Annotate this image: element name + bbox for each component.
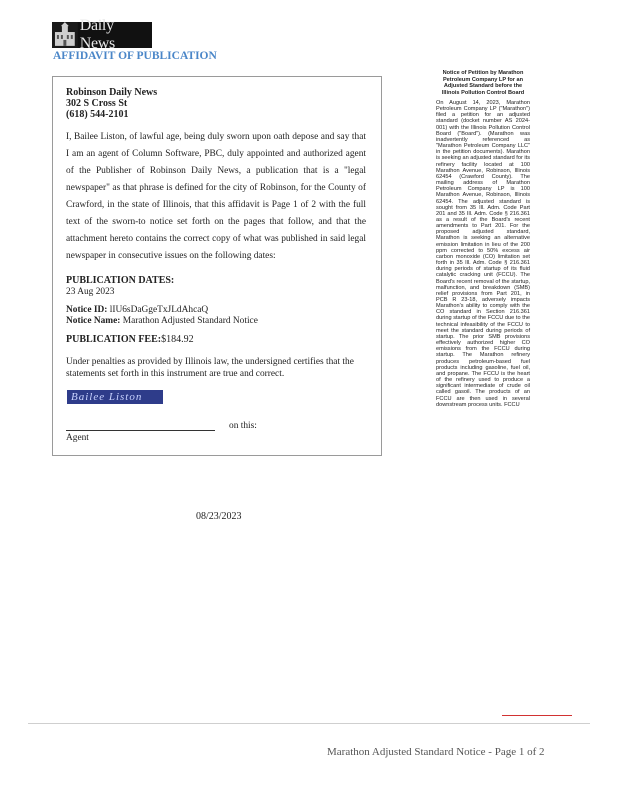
signature-line — [66, 430, 215, 431]
publisher-address: 302 S Cross St — [66, 98, 128, 109]
fee-value: $184.92 — [161, 334, 194, 345]
red-divider — [502, 715, 572, 716]
building-icon — [52, 22, 78, 48]
notice-id-value: lIU6sDaGgeTxJLdAhcaQ — [109, 305, 209, 315]
publication-dates-value: 23 Aug 2023 — [66, 287, 115, 297]
document-title: AFFIDAVIT OF PUBLICATION — [53, 50, 217, 62]
footer-rule — [28, 723, 590, 724]
fee-label: PUBLICATION FEE: — [66, 334, 162, 345]
page-footer: Marathon Adjusted Standard Notice - Page 1 of 2 — [327, 746, 545, 758]
affidavit-statement: I, Bailee Liston, of lawful age, being duly sworn upon oath depose and say that I am an agent of Column Software, PBC, duly appointed and authorized agent of the Publisher of Robinson Daily News, a publication that is a "legal newspaper" as that phrase is defined for the city of Robinson, for the County of Crawford, in the state of Illinois, that this affidavit is Page 1 of 2 with the full text of the sworn-to notice set forth on the pages that follow, and that the attachment hereto contains the correct copy of what was published in said legal newspaper in consecutive issues on the following dates: — [66, 132, 366, 261]
notice-clipping — [436, 70, 530, 408]
clipping-body: On August 14, 2023, Marathon Petroleum Company LP ("Marathon") filed a petition for an adjusted standard (docket number AS 2024-001) with the Illinois Pollution Control Board ("Board"). (Marathon was inadvertently referenced as "Marathon Petroleum Company LLC" in the petition documents). Marathon is seeking an adjusted standard for its refinery facility located at 100 Marathon Avenue, Robinson, Illinois 62454 (Crawford County). The mailing address of Marathon Petroleum Company LP is 100 Marathon Avenue, Robinson, Illinois 62454. The adjusted standard is sought from 35 Ill. Adm. Code Part 201 and 35 Ill. Adm. Code § 216.361 as a result of the Board's recent amendments to Part 201. For the proposed adjusted standard, Marathon is seeking an alternative emission limitation in lieu of the 200 ppm corrected to 50% excess air carbon monoxide (CO) limitation set forth in 35 Ill. Adm. Code § 216.361 during periods of startup of its fluid catalytic cracking unit (FCCU). The Board's recent removal of the startup, malfunction, and breakdown (SMB) relief provisions from Part 201, in PCB R 23-18, adversely impacts Marathon's ability to comply with the CO standard in Section 216.361 during startup of the FCCU due to the technical infeasibility of the FCCU to meet the standard during periods of startup. The prior SMB provisions effectively authorized higher CO emissions from the FCCU during startup. The Marathon refinery produces petroleum-based fuel products including gasoline, fuel oil, and propane. The FCCU is the heart of the refinery used to produce a significant intermediate of crude oil called gasoil. The products of an FCCU are then used in several downstream process units. FCCU — [436, 100, 530, 408]
notice-id — [66, 305, 208, 315]
notice-id-label: Notice ID: — [66, 305, 108, 315]
notice-name-value: Marathon Adjusted Standard Notice — [122, 316, 258, 326]
publisher-phone: (618) 544-2101 — [66, 109, 129, 120]
notice-name — [66, 316, 258, 326]
notary-date: 08/23/2023 — [196, 511, 242, 522]
agent-label: Agent — [66, 433, 89, 443]
notice-name-label: Notice Name: — [66, 316, 121, 326]
clipping-title: Notice of Petition by Marathon Petroleum Company LP for an Adjusted Standard before the Illinois Pollution Control Board — [441, 70, 525, 96]
publication-dates-label: PUBLICATION DATES: — [66, 275, 175, 286]
publisher-name: Robinson Daily News — [66, 87, 158, 98]
signature-image: Bailee Liston — [67, 390, 163, 404]
affidavit-box — [52, 76, 382, 456]
penalty-statement: Under penalties as provided by Illinois law, the undersigned certifies that the statements set forth in this instrument are true and correct. — [66, 357, 354, 379]
on-this-label: on this: — [229, 421, 257, 431]
logo-text: Daily News — [79, 17, 115, 52]
newspaper-logo — [52, 17, 152, 52]
publication-fee — [66, 334, 194, 345]
